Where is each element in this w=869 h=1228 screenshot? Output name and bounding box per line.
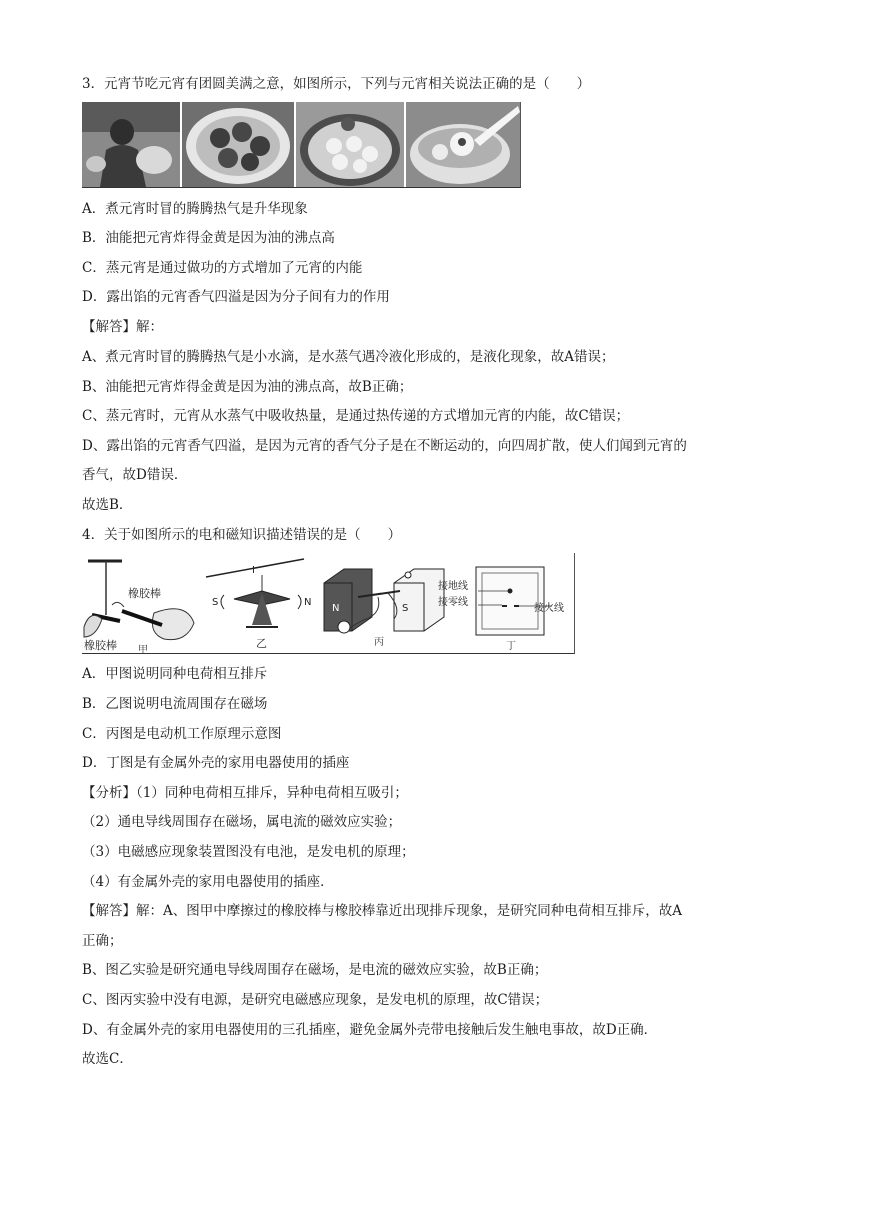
- question-4-option-d: D．丁图是有金属外壳的家用电器使用的插座: [82, 755, 350, 771]
- question-4-analysis-line: （3）电磁感应现象装置图没有电池，是发电机的原理；: [82, 844, 415, 860]
- question-4-answer-line: B、图乙实验是研究通电导线周围存在磁场，是电流的磁效应实验，故B正确；: [82, 962, 548, 978]
- question-3-option-d: D．露出馅的元宵香气四溢是因为分子间有力的作用: [82, 289, 390, 305]
- label-live-wire: 接火线: [534, 603, 564, 614]
- question-3-option-a: A．煮元宵时冒的腾腾热气是升华现象: [82, 201, 308, 217]
- label-magnet-s: S: [402, 603, 409, 614]
- question-4-figure: [82, 553, 575, 654]
- label-rubber-rod-bottom: 橡胶棒: [84, 639, 117, 652]
- label-bing: 丙: [374, 637, 384, 648]
- label-ground-wire: 接地线: [438, 581, 468, 592]
- diagram-jia: [84, 561, 194, 653]
- svg-text:I: I: [252, 565, 255, 576]
- question-3-option-c: C．蒸元宵是通过做功的方式增加了元宵的内能: [82, 260, 363, 276]
- question-4-answer-line: 【解答】解：A、图甲中摩擦过的橡胶棒与橡胶棒靠近出现排斥现象，是研究同种电荷相互排斥，故A: [82, 903, 682, 919]
- question-4-analysis-line: 【分析】（1）同种电荷相互排斥，异种电荷相互吸引；: [82, 785, 408, 801]
- question-3-figure: [82, 102, 521, 188]
- label-rubber-rod-top: 橡胶棒: [128, 587, 161, 600]
- question-3-conclusion: 故选B．: [82, 497, 133, 513]
- label-s-pole: S: [212, 597, 219, 608]
- photo-person: [82, 102, 180, 187]
- diagram-ding: [438, 567, 564, 652]
- diagram-bing: [324, 569, 444, 648]
- photo-steamed-yuanxiao: [296, 102, 404, 187]
- question-3-option-b: B．油能把元宵炸得金黄是因为油的沸点高: [82, 230, 335, 246]
- question-4-answer-line: 正确；: [82, 933, 123, 949]
- label-neutral-wire: 接零线: [438, 597, 468, 608]
- label-jia: 甲: [138, 645, 148, 653]
- question-3-answer-line: C、蒸元宵时，元宵从水蒸气中吸收热量，是通过热传递的方式增加元宵的内能，故C错误；: [82, 408, 630, 424]
- question-4-option-a: A．甲图说明同种电荷相互排斥: [82, 666, 268, 682]
- question-4-option-c: C．丙图是电动机工作原理示意图: [82, 726, 282, 742]
- question-4-answer-line: D、有金属外壳的家用电器使用的三孔插座，避免金属外壳带电接触后发生触电事故，故D正确．: [82, 1022, 658, 1038]
- question-4-stem: 4．关于如图所示的电和磁知识描述错误的是（ ）: [82, 527, 402, 543]
- question-3-stem: 3．元宵节吃元宵有团圆美满之意，如图所示，下列与元宵相关说法正确的是（ ）: [82, 76, 591, 92]
- label-magnet-n: N: [332, 603, 340, 614]
- question-4-analysis-line: （4）有金属外壳的家用电器使用的插座．: [82, 874, 334, 890]
- question-3-answer-line: A、煮元宵时冒的腾腾热气是小水滴，是水蒸气遇冷液化形成的，是液化现象，故A错误；: [82, 349, 615, 365]
- photo-fried-yuanxiao: [182, 102, 294, 187]
- photo-bowl-yuanxiao: [406, 102, 520, 187]
- label-yi: 乙: [256, 637, 267, 650]
- question-3-answer-line: 香气，故D错误．: [82, 467, 188, 483]
- question-4-answer-line: C、图丙实验中没有电源，是研究电磁感应现象，是发电机的原理，故C错误；: [82, 992, 549, 1008]
- question-4-analysis-line: （2）通电导线周围存在磁场，属电流的磁效应实验；: [82, 814, 402, 830]
- question-3-answer-line: D、露出馅的元宵香气四溢，是因为元宵的香气分子是在不断运动的，向四周扩散，使人们闻到元宵的: [82, 438, 687, 454]
- question-3-answer-line: B、油能把元宵炸得金黄是因为油的沸点高，故B正确；: [82, 379, 413, 395]
- diagram-yi: [206, 559, 311, 650]
- question-4-conclusion: 故选C．: [82, 1051, 133, 1067]
- label-n-pole: N: [304, 597, 312, 608]
- label-ding: 丁: [506, 641, 516, 652]
- question-3-answer-label: 【解答】解：: [82, 319, 163, 335]
- question-4-option-b: B．乙图说明电流周围存在磁场: [82, 696, 268, 712]
